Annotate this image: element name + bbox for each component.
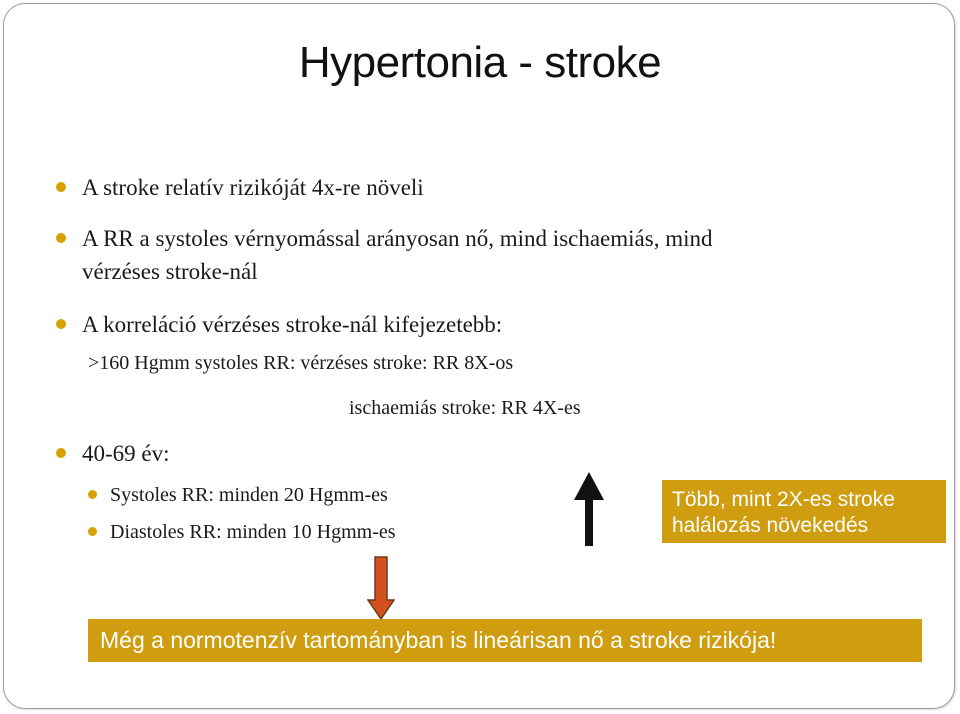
detail-bleeding: >160 Hgmm systoles RR: vérzéses stroke: RR 8X-os xyxy=(88,352,514,374)
up-arrow-icon xyxy=(573,472,605,548)
sub-bullet-dot-icon xyxy=(88,527,97,536)
sub-bullet-text: Systoles RR: minden 20 Hgmm-es xyxy=(110,484,388,506)
bullet-dot-icon xyxy=(56,448,66,458)
detail-ischaemic: ischaemiás stroke: RR 4X-es xyxy=(349,397,581,419)
slide-title: Hypertonia - stroke xyxy=(298,38,662,87)
bullet-text-continuation: vérzéses stroke-nál xyxy=(82,259,258,284)
mortality-callout-line2: halálozás növekedés xyxy=(672,514,869,537)
down-arrow-icon xyxy=(367,556,395,620)
mortality-callout-line1: Több, mint 2X-es stroke xyxy=(672,488,895,511)
sub-bullet-dot-icon xyxy=(88,490,97,499)
bullet-dot-icon xyxy=(56,319,66,329)
bullet-text: A stroke relatív rizikóját 4x-re növeli xyxy=(82,175,424,200)
mortality-callout xyxy=(662,480,946,543)
bullet-dot-icon xyxy=(56,233,66,243)
sub-bullet-text: Diastoles RR: minden 10 Hgmm-es xyxy=(110,521,396,543)
bullet-dot-icon xyxy=(56,182,66,192)
bullet-text: A RR a systoles vérnyomással arányosan nő, mind ischaemiás, mind xyxy=(82,226,713,251)
bullet-text: A korreláció vérzéses stroke-nál kifejezetebb: xyxy=(82,312,503,337)
age-bullet-text: 40-69 év: xyxy=(82,441,170,466)
conclusion-callout: Még a normotenzív tartományban is lineárisan nő a stroke rizikója! xyxy=(88,619,922,662)
